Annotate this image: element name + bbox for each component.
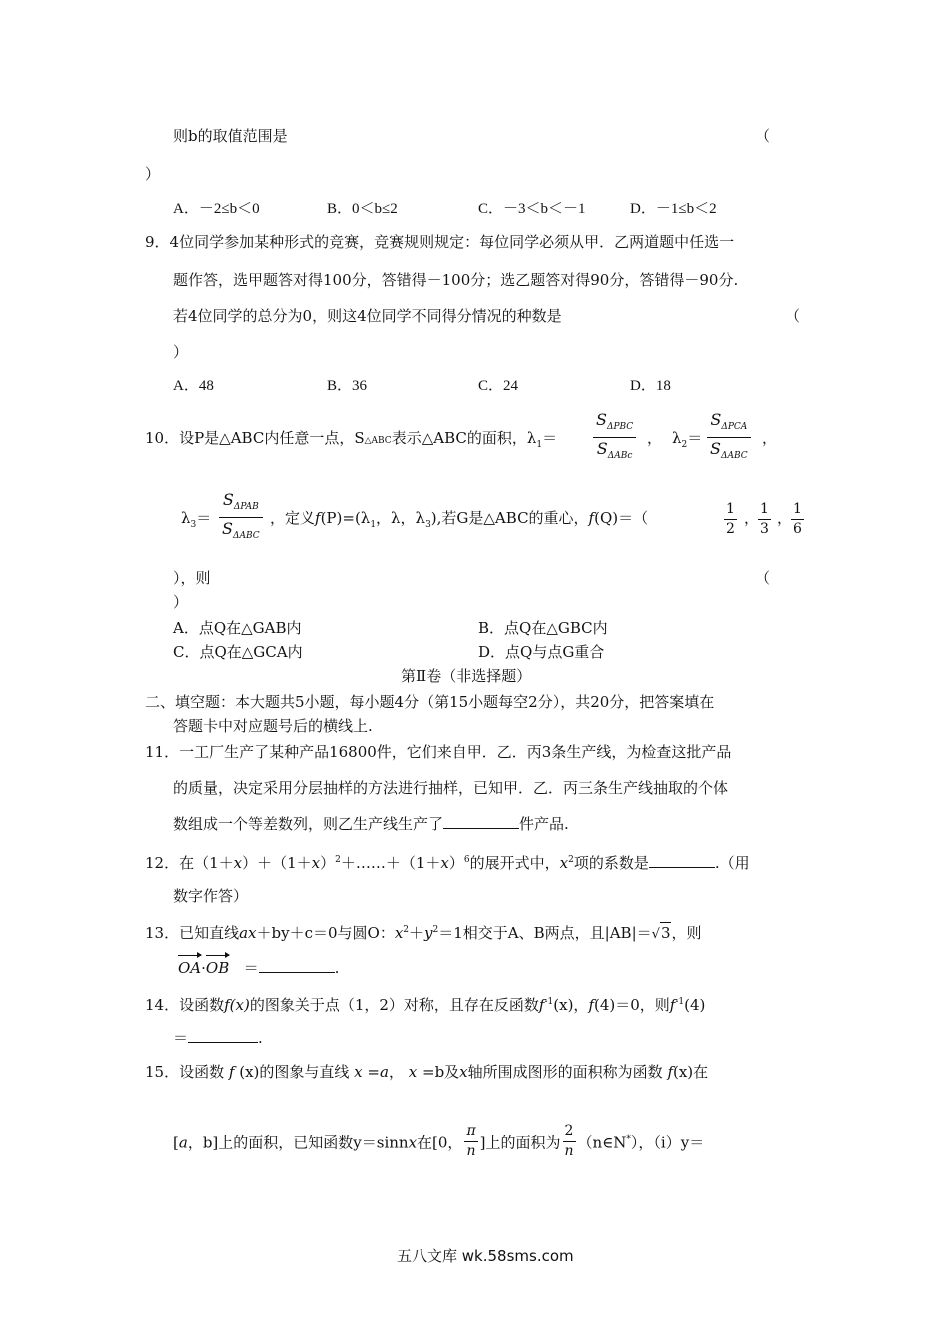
q9-paren-close: ）: [173, 343, 189, 361]
footer-watermark: 五八文库 wk.58sms.com: [397, 1247, 574, 1265]
q8-stem: 则b的取值范围是: [173, 127, 288, 145]
q10-frac-third: $\frac{1}{3}$: [760, 501, 769, 537]
vector-ob: OB: [205, 959, 230, 977]
q14-line2: ＝ .: [173, 1029, 263, 1047]
q10-fraction-2: $\frac{S_{\Delta PCA}}{S_{\Delta ABC}}$: [704, 416, 754, 473]
q12-answer-blank[interactable]: [649, 853, 715, 868]
q10-lambda3: $\lambda_3=$: [181, 509, 212, 530]
q10-paren-open: （: [755, 569, 771, 587]
section2-title: 第Ⅱ卷（非选择题）: [401, 667, 532, 685]
q9-line1: 9．4位同学参加某种形式的竞赛，竞赛规则规定：每位同学必须从甲．乙两道题中任选一: [145, 233, 735, 251]
q11-line2: 的质量，决定采用分层抽样的方法进行抽样，已知甲．乙．丙三条生产线抽取的个体: [173, 779, 729, 797]
q11-line3: 数组成一个等差数列，则乙生产线生产了 件产品.: [173, 815, 569, 833]
q9-option-a: A．48: [173, 378, 214, 394]
q9-option-b: B．36: [327, 378, 368, 394]
q10-comma-3: ，: [744, 509, 760, 527]
q10-option-d: D．点Q与点G重合: [478, 643, 605, 661]
q11-answer-blank[interactable]: [443, 814, 519, 829]
q8-option-d: D．－1≤b＜2: [630, 201, 717, 217]
q10-option-b: B．点Q在△GBC内: [478, 619, 608, 637]
vector-oa: OA: [178, 959, 202, 977]
q9-paren-open: （: [785, 307, 801, 325]
q10-option-a: A．点Q在△GAB内: [173, 619, 302, 637]
q10-option-c: C．点Q在△GCA内: [173, 643, 303, 661]
q9-option-d: D．18: [630, 378, 671, 394]
q8-paren-close: ）: [145, 165, 161, 183]
q9-line2: 题作答，选甲题答对得100分，答错得－100分；选乙题答对得90分，答错得－90分.: [173, 271, 739, 289]
q10-line2: ，定义$f(P)=(\lambda_1$，λ，$\lambda_3$),若G是△ABC的重心，f(Q)＝（: [270, 509, 649, 530]
q10-line3: ），则: [173, 569, 211, 587]
q13-line2: OA·OB ＝ .: [178, 959, 340, 977]
q10-frac-half: $\frac{1}{2}$: [726, 501, 735, 537]
q9-option-c: C．24: [478, 378, 519, 394]
q10-fraction-3: $\frac{S_{\Delta PAB}}{S_{\Delta ABC}}$: [216, 496, 266, 553]
q12-line2: 数字作答）: [173, 887, 249, 905]
q15-line2: [a，b]上的面积，已知函数y＝sinnx在[0， $\frac{\pi}{n}$ ]上的面积为 $\frac{2}{n}$ （n∈N*），（i）y＝: [173, 1123, 705, 1159]
section2-line1: 二、填空题：本大题共5小题，每小题4分（第15小题每空2分），共20分，把答案填在: [145, 693, 715, 711]
q9-line3: 若4位同学的总分为0，则这4位同学不同得分情况的种数是: [173, 307, 562, 325]
q8-option-c: C．－3＜b＜－1: [478, 201, 586, 217]
q10-fraction-1: $\frac{S_{\Delta PBC}}{S_{\Delta ABc}}$: [590, 416, 639, 473]
q10-comma-2: ，: [762, 429, 778, 447]
q14-line1: 14．设函数f(x)的图象关于点（1，2）对称，且存在反函数$f^{-1}(x)$，f(4)＝0，则$f^{-1}(4)$: [145, 996, 706, 1014]
q8-option-a: A．－2≤b＜0: [173, 201, 260, 217]
q10-comma-1: ，: [647, 429, 663, 447]
q13-answer-blank[interactable]: [259, 958, 335, 973]
q8-option-b: B．0＜b≤2: [327, 201, 398, 217]
q8-paren-open: （: [755, 127, 771, 145]
q10-paren-close: ）: [173, 593, 189, 611]
q11-line1: 11．一工厂生产了某种产品16800件，它们来自甲．乙．丙3条生产线，为检查这批产品: [145, 743, 732, 761]
q10-frac-sixth: $\frac{1}{6}$: [793, 501, 802, 537]
q10-comma-4: ，: [777, 509, 793, 527]
q10-lambda2: $\lambda_2=$: [672, 429, 703, 450]
q15-line1: 15．设函数 f (x)的图象与直线 x =a， x =b及x轴所围成图形的面积称为函数 f(x)在: [145, 1063, 709, 1081]
q14-answer-blank[interactable]: [188, 1028, 258, 1043]
section2-line2: 答题卡中对应题号后的横线上.: [173, 717, 373, 735]
q10-line1: 10．设P是△ABC内任意一点，S△ABC表示△ABC的面积，$\lambda_1=$: [145, 429, 558, 450]
q12-line1: 12．在$(1+x)+(1+x)^2+\dots\dots+(1+x)^6$的展开式中，$x^2$项的系数是 .（用: [145, 854, 750, 872]
q13-line1: 13．已知直线ax＋by＋c＝0与圆O：$x^2+y^2=1$相交于A、B两点，且|AB|＝√3，则: [145, 924, 702, 942]
